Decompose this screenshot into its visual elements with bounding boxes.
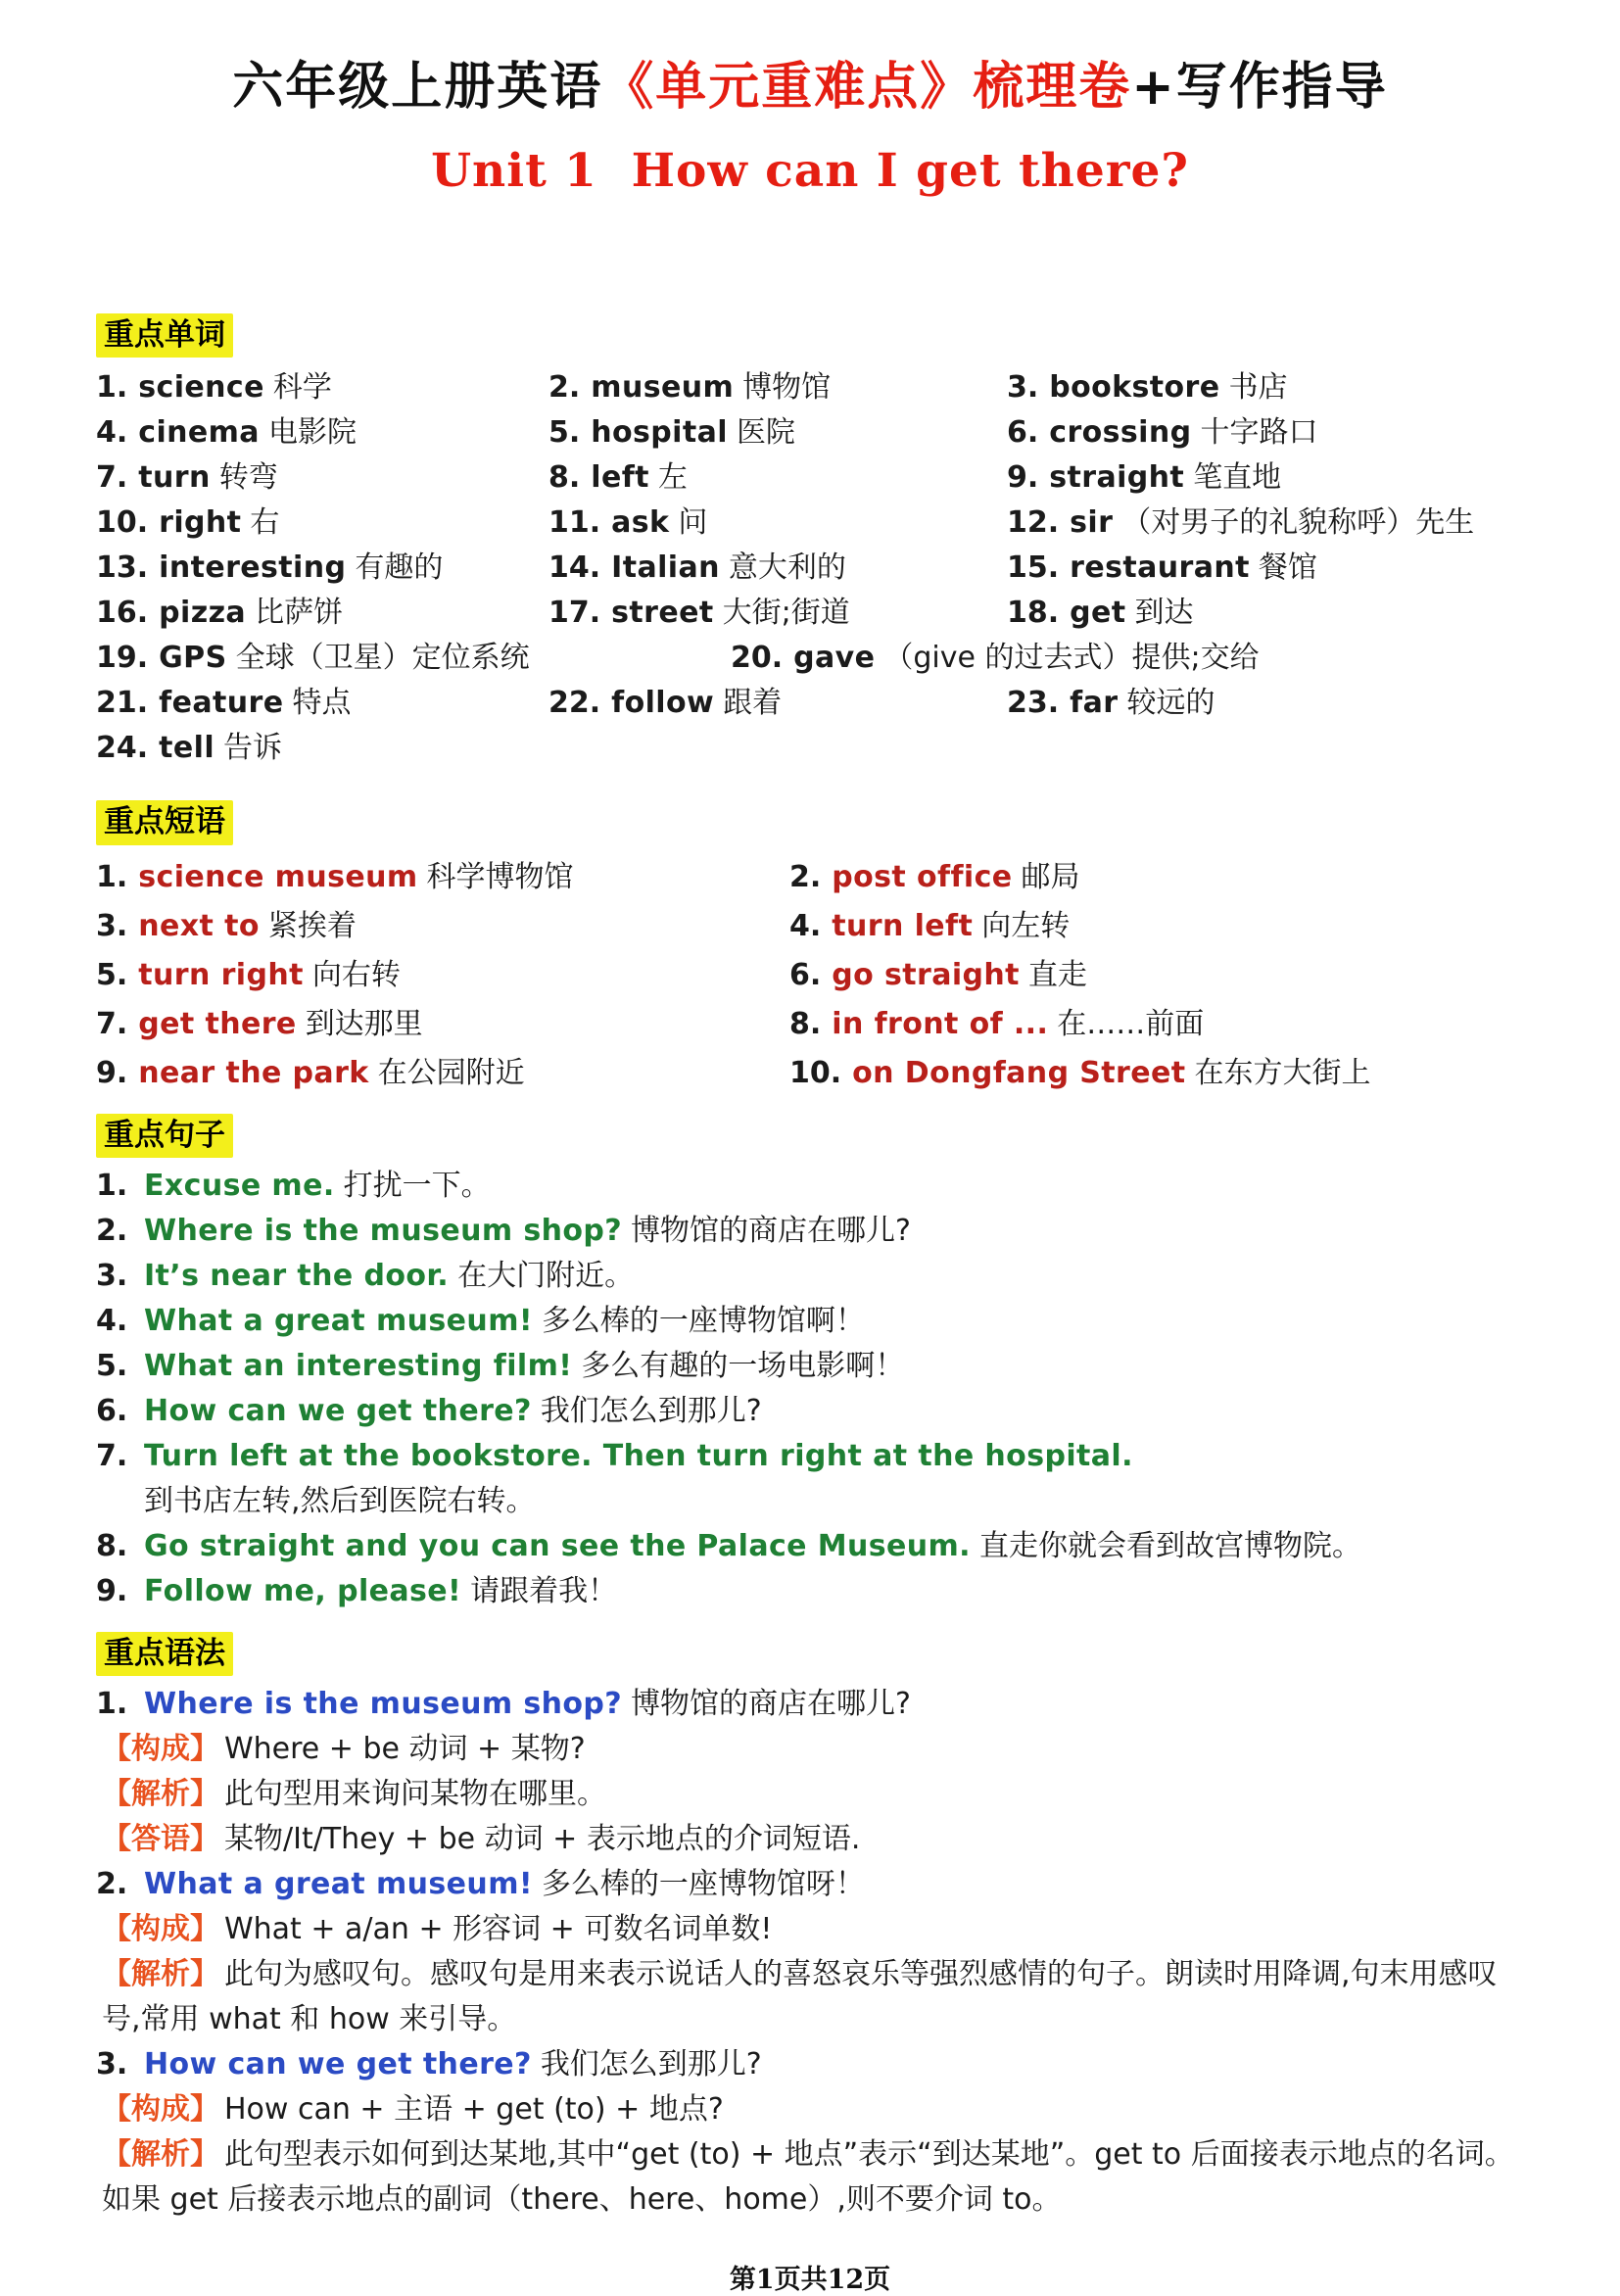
- sentence-chinese: 在大门附近。: [457, 1258, 635, 1293]
- phrase-english: science museum: [138, 859, 418, 894]
- grammar-detail: [102, 1817, 1536, 1862]
- word-chinese: 跟着: [723, 686, 783, 721]
- sentence-item: [96, 1389, 1536, 1434]
- word-chinese: 特点: [292, 686, 352, 721]
- word-chinese: 到达: [1134, 596, 1194, 631]
- word-item: [548, 501, 1007, 546]
- sentence-english: It’s near the door.: [144, 1258, 450, 1293]
- grammar-detail-label: 【解析】: [102, 1777, 219, 1812]
- phrase-row: [96, 951, 1536, 1000]
- sentence-chinese: 博物馆的商店在哪儿?: [631, 1213, 911, 1248]
- word-chinese: 意大利的: [728, 550, 846, 586]
- word-chinese: 转弯: [218, 460, 278, 496]
- word-number: 20.: [731, 641, 784, 676]
- word-english: tell: [159, 731, 215, 766]
- word-item: [1007, 501, 1536, 546]
- word-row: [96, 455, 1536, 501]
- sentence-chinese: 直走你就会看到故宫博物院。: [978, 1528, 1361, 1563]
- grammar-detail: [102, 1727, 1536, 1772]
- grammar-detail-label: 【构成】: [102, 2092, 219, 2128]
- grammar-item: [96, 1862, 1536, 2042]
- phrase-number: 6.: [789, 957, 822, 992]
- grammar-detail-text: 此句为感叹句。感叹句是用来表示说话人的喜怒哀乐等强烈感情的句子。朗读时用降调,句末用感叹号,常用 what 和 how 来引导。: [102, 1957, 1498, 2037]
- word-item: [96, 410, 548, 455]
- phrase-row: [96, 1000, 1536, 1049]
- page-title: [0, 0, 1620, 119]
- grammar-detail-text: How can + 主语 + get (to) + 地点?: [224, 2092, 724, 2128]
- grammar-sentence: [96, 1682, 1536, 1727]
- word-number: 15.: [1007, 550, 1060, 586]
- grammar-chinese: 博物馆的商店在哪儿?: [631, 1687, 911, 1722]
- word-number: 19.: [96, 641, 149, 676]
- grammar-detail-text: 此句型用来询问某物在哪里。: [224, 1777, 606, 1812]
- word-english: hospital: [591, 415, 728, 451]
- grammar-list: [96, 1682, 1536, 2223]
- word-number: 22.: [548, 686, 601, 721]
- phrase-item: [96, 1000, 789, 1049]
- word-item: [96, 591, 548, 636]
- word-item: [1007, 365, 1536, 410]
- word-number: 17.: [548, 596, 601, 631]
- word-item: [731, 636, 1536, 681]
- word-english: far: [1070, 686, 1119, 721]
- sentence-english: Follow me, please!: [144, 1573, 462, 1608]
- sentence-item: [96, 1344, 1536, 1389]
- grammar-number: 1.: [96, 1687, 128, 1722]
- word-chinese: 较远的: [1126, 686, 1215, 721]
- word-row: [96, 681, 1536, 726]
- phrase-english: on Dongfang Street: [852, 1055, 1186, 1090]
- word-chinese: 有趣的: [355, 550, 444, 586]
- phrase-english: turn right: [138, 957, 304, 992]
- sentence-number: 3.: [96, 1258, 128, 1293]
- sentence-number: 4.: [96, 1303, 128, 1338]
- word-item: [1007, 591, 1536, 636]
- word-chinese: 十字路口: [1200, 415, 1318, 451]
- word-row: [96, 636, 1536, 681]
- word-english: gave: [793, 641, 876, 676]
- grammar-detail-text: 某物/It/They + be 动词 + 表示地点的介词短语.: [224, 1822, 861, 1857]
- sentence-number: 8.: [96, 1528, 128, 1563]
- grammar-detail-text: Where + be 动词 + 某物?: [224, 1732, 586, 1767]
- grammar-detail-label: 【答语】: [102, 1822, 219, 1857]
- phrase-chinese: 到达那里: [305, 1006, 423, 1041]
- word-number: 14.: [548, 550, 601, 586]
- phrase-chinese: 直走: [1027, 957, 1087, 992]
- word-english: Italian: [611, 550, 720, 586]
- word-item: [548, 410, 1007, 455]
- word-number: 7.: [96, 460, 128, 496]
- word-item: [96, 455, 548, 501]
- grammar-detail: [102, 1772, 1536, 1817]
- word-chinese: 全球（卫星）定位系统: [235, 641, 530, 676]
- phrase-item: [96, 853, 789, 902]
- phrase-chinese: 在公园附近: [377, 1055, 525, 1090]
- word-chinese: 告诉: [223, 731, 283, 766]
- word-item: [548, 365, 1007, 410]
- word-english: left: [591, 460, 649, 496]
- word-chinese: 问: [678, 505, 708, 541]
- sentence-item: [96, 1434, 1536, 1524]
- page-content: [0, 313, 1620, 2223]
- word-item: [1007, 410, 1536, 455]
- phrase-chinese: 紧挨着: [267, 908, 357, 943]
- phrase-chinese: 在……前面: [1057, 1006, 1205, 1041]
- sentence-chinese: 我们怎么到那儿?: [540, 1393, 762, 1428]
- phrase-number: 2.: [789, 859, 822, 894]
- phrase-english: near the park: [138, 1055, 369, 1090]
- word-row: [96, 726, 1536, 771]
- phrase-number: 3.: [96, 908, 128, 943]
- grammar-item: [96, 1682, 1536, 1862]
- phrase-chinese: 邮局: [1021, 859, 1080, 894]
- word-number: 11.: [548, 505, 601, 541]
- grammar-detail-label: 【构成】: [102, 1912, 219, 1947]
- section-key-sentences: [96, 1114, 1536, 1614]
- word-row: [96, 546, 1536, 591]
- sentence-item: [96, 1524, 1536, 1569]
- word-item: [96, 726, 1536, 771]
- sentence-english: What an interesting film!: [144, 1348, 573, 1383]
- word-english: interesting: [159, 550, 347, 586]
- word-item: [96, 501, 548, 546]
- sentence-english: Turn left at the bookstore. Then turn right at the hospital.: [144, 1438, 1133, 1473]
- word-english: sir: [1070, 505, 1114, 541]
- grammar-english: Where is the museum shop?: [144, 1687, 623, 1722]
- word-item: [548, 546, 1007, 591]
- title-black-right: +写作指导: [1131, 58, 1388, 117]
- word-item: [96, 365, 548, 410]
- section-heading-words: 重点单词: [96, 313, 233, 358]
- grammar-number: 2.: [96, 1867, 128, 1902]
- word-row: [96, 365, 1536, 410]
- word-item: [96, 681, 548, 726]
- grammar-english: How can we get there?: [144, 2047, 532, 2082]
- sentence-number: 2.: [96, 1213, 128, 1248]
- word-chinese: 大街;街道: [722, 596, 850, 631]
- grammar-sentence: [96, 1862, 1536, 1907]
- sentence-english: Where is the museum shop?: [144, 1213, 623, 1248]
- phrase-number: 4.: [789, 908, 822, 943]
- sentence-english: Go straight and you can see the Palace Museum.: [144, 1528, 971, 1563]
- sentence-item: [96, 1164, 1536, 1209]
- word-row: [96, 501, 1536, 546]
- unit-title: Unit 1 How can I get there?: [431, 144, 1189, 198]
- sentence-english: What a great museum!: [144, 1303, 533, 1338]
- word-number: 21.: [96, 686, 149, 721]
- phrases-list: [96, 853, 1536, 1098]
- word-chinese: （give 的过去式）提供;交给: [883, 641, 1260, 676]
- sentence-number: 1.: [96, 1168, 128, 1203]
- phrase-number: 8.: [789, 1006, 822, 1041]
- word-number: 13.: [96, 550, 149, 586]
- phrase-item: [789, 1000, 1536, 1049]
- phrase-item: [789, 853, 1536, 902]
- word-english: cinema: [138, 415, 260, 451]
- phrase-item: [789, 902, 1536, 951]
- phrase-number: 7.: [96, 1006, 128, 1041]
- sentence-item: [96, 1569, 1536, 1614]
- word-item: [548, 591, 1007, 636]
- sentence-number: 6.: [96, 1393, 128, 1428]
- grammar-number: 3.: [96, 2047, 128, 2082]
- word-item: [96, 546, 548, 591]
- phrase-row: [96, 853, 1536, 902]
- word-number: 10.: [96, 505, 149, 541]
- sentence-english: Excuse me.: [144, 1168, 335, 1203]
- word-chinese: 博物馆: [742, 370, 832, 406]
- grammar-sentence: [96, 2042, 1536, 2087]
- word-chinese: （对男子的礼貌称呼）先生: [1121, 505, 1475, 541]
- phrase-number: 10.: [789, 1055, 842, 1090]
- phrase-number: 1.: [96, 859, 128, 894]
- sentence-item: [96, 1254, 1536, 1299]
- grammar-chinese: 多么棒的一座博物馆呀！: [541, 1867, 865, 1902]
- grammar-english: What a great museum!: [144, 1867, 533, 1902]
- word-chinese: 笔直地: [1193, 460, 1282, 496]
- sentence-english: How can we get there?: [144, 1393, 532, 1428]
- word-english: crossing: [1049, 415, 1192, 451]
- word-number: 24.: [96, 731, 149, 766]
- grammar-detail: [102, 2087, 1536, 2132]
- title-black-left: 六年级上册英语: [232, 58, 603, 117]
- word-number: 5.: [548, 415, 581, 451]
- section-key-words: [96, 313, 1536, 771]
- grammar-detail: [102, 2132, 1536, 2223]
- phrase-english: in front of ...: [832, 1006, 1049, 1041]
- sentence-chinese: 多么棒的一座博物馆啊！: [541, 1303, 865, 1338]
- word-number: 18.: [1007, 596, 1060, 631]
- grammar-detail-text: 此句型表示如何到达某地,其中“get (to) + 地点”表示“到达某地”。get to 后面接表示地点的名词。如果 get 后接表示地点的副词（there、here、home）,则不要介词 to。: [102, 2137, 1514, 2218]
- word-item: [548, 681, 1007, 726]
- phrase-chinese: 在东方大街上: [1194, 1055, 1371, 1090]
- word-chinese: 左: [657, 460, 688, 496]
- phrase-chinese: 科学博物馆: [426, 859, 574, 894]
- word-number: 6.: [1007, 415, 1039, 451]
- word-english: street: [611, 596, 714, 631]
- phrase-english: turn left: [832, 908, 974, 943]
- word-number: 8.: [548, 460, 581, 496]
- word-english: straight: [1049, 460, 1185, 496]
- word-number: 3.: [1007, 370, 1039, 406]
- word-english: follow: [611, 686, 715, 721]
- section-key-phrases: [96, 800, 1536, 1097]
- phrase-chinese: 向左转: [981, 908, 1071, 943]
- section-key-grammar: [96, 1632, 1536, 2223]
- phrase-item: [96, 1049, 789, 1098]
- section-heading-sentences: 重点句子: [96, 1114, 233, 1158]
- word-chinese: 科学: [272, 370, 332, 406]
- grammar-detail-label: 【构成】: [102, 1732, 219, 1767]
- grammar-item: [96, 2042, 1536, 2223]
- sentence-item: [96, 1299, 1536, 1344]
- word-chinese: 比萨饼: [255, 596, 344, 631]
- word-chinese: 电影院: [267, 415, 357, 451]
- word-number: 23.: [1007, 686, 1060, 721]
- word-number: 9.: [1007, 460, 1039, 496]
- words-list: [96, 365, 1536, 771]
- word-english: restaurant: [1070, 550, 1250, 586]
- word-english: feature: [159, 686, 284, 721]
- sentence-number: 7.: [96, 1438, 128, 1473]
- page-number: 第1页共12页: [729, 2265, 891, 2296]
- word-english: GPS: [159, 641, 227, 676]
- phrase-chinese: 向右转: [311, 957, 401, 992]
- word-chinese: 餐馆: [1258, 550, 1317, 586]
- word-chinese: 医院: [736, 415, 795, 451]
- word-item: [1007, 546, 1536, 591]
- sentence-chinese: 请跟着我！: [470, 1573, 618, 1608]
- word-number: 4.: [96, 415, 128, 451]
- phrase-english: get there: [138, 1006, 297, 1041]
- section-heading-grammar: 重点语法: [96, 1632, 233, 1676]
- sentences-list: [96, 1164, 1536, 1614]
- grammar-chinese: 我们怎么到那儿?: [540, 2047, 762, 2082]
- phrase-english: post office: [832, 859, 1013, 894]
- word-row: [96, 410, 1536, 455]
- word-english: right: [159, 505, 242, 541]
- title-red-part: 《单元重难点》梳理卷: [602, 58, 1132, 117]
- phrase-item: [789, 951, 1536, 1000]
- grammar-detail-label: 【解析】: [102, 2137, 219, 2173]
- sentence-chinese: 到书店左转,然后到医院右转。: [144, 1483, 536, 1518]
- word-chinese: 右: [250, 505, 280, 541]
- phrase-item: [96, 902, 789, 951]
- word-item: [1007, 455, 1536, 501]
- word-row: [96, 591, 1536, 636]
- word-english: ask: [611, 505, 670, 541]
- word-english: science: [138, 370, 264, 406]
- word-number: 2.: [548, 370, 581, 406]
- sentence-item: [96, 1209, 1536, 1254]
- word-number: 12.: [1007, 505, 1060, 541]
- word-item: [96, 636, 731, 681]
- phrase-row: [96, 902, 1536, 951]
- phrase-item: [96, 951, 789, 1000]
- grammar-detail: [102, 1952, 1536, 2042]
- word-number: 16.: [96, 596, 149, 631]
- phrase-row: [96, 1049, 1536, 1098]
- grammar-detail-label: 【解析】: [102, 1957, 219, 1992]
- word-chinese: 书店: [1228, 370, 1288, 406]
- grammar-detail-text: What + a/an + 形容词 + 可数名词单数!: [224, 1912, 773, 1947]
- phrase-item: [789, 1049, 1536, 1098]
- phrase-number: 5.: [96, 957, 128, 992]
- word-english: pizza: [159, 596, 247, 631]
- word-english: get: [1070, 596, 1126, 631]
- word-english: museum: [591, 370, 735, 406]
- phrase-english: next to: [138, 908, 260, 943]
- section-heading-phrases: 重点短语: [96, 800, 233, 844]
- word-english: turn: [138, 460, 211, 496]
- sentence-number: 9.: [96, 1573, 128, 1608]
- word-item: [1007, 681, 1536, 726]
- sentence-chinese: 多么有趣的一场电影啊！: [581, 1348, 905, 1383]
- phrase-english: go straight: [832, 957, 1020, 992]
- word-english: bookstore: [1049, 370, 1220, 406]
- phrase-number: 9.: [96, 1055, 128, 1090]
- sentence-number: 5.: [96, 1348, 128, 1383]
- word-item: [548, 455, 1007, 501]
- grammar-detail: [102, 1907, 1536, 1952]
- word-number: 1.: [96, 370, 128, 406]
- sentence-chinese: 打扰一下。: [343, 1168, 491, 1203]
